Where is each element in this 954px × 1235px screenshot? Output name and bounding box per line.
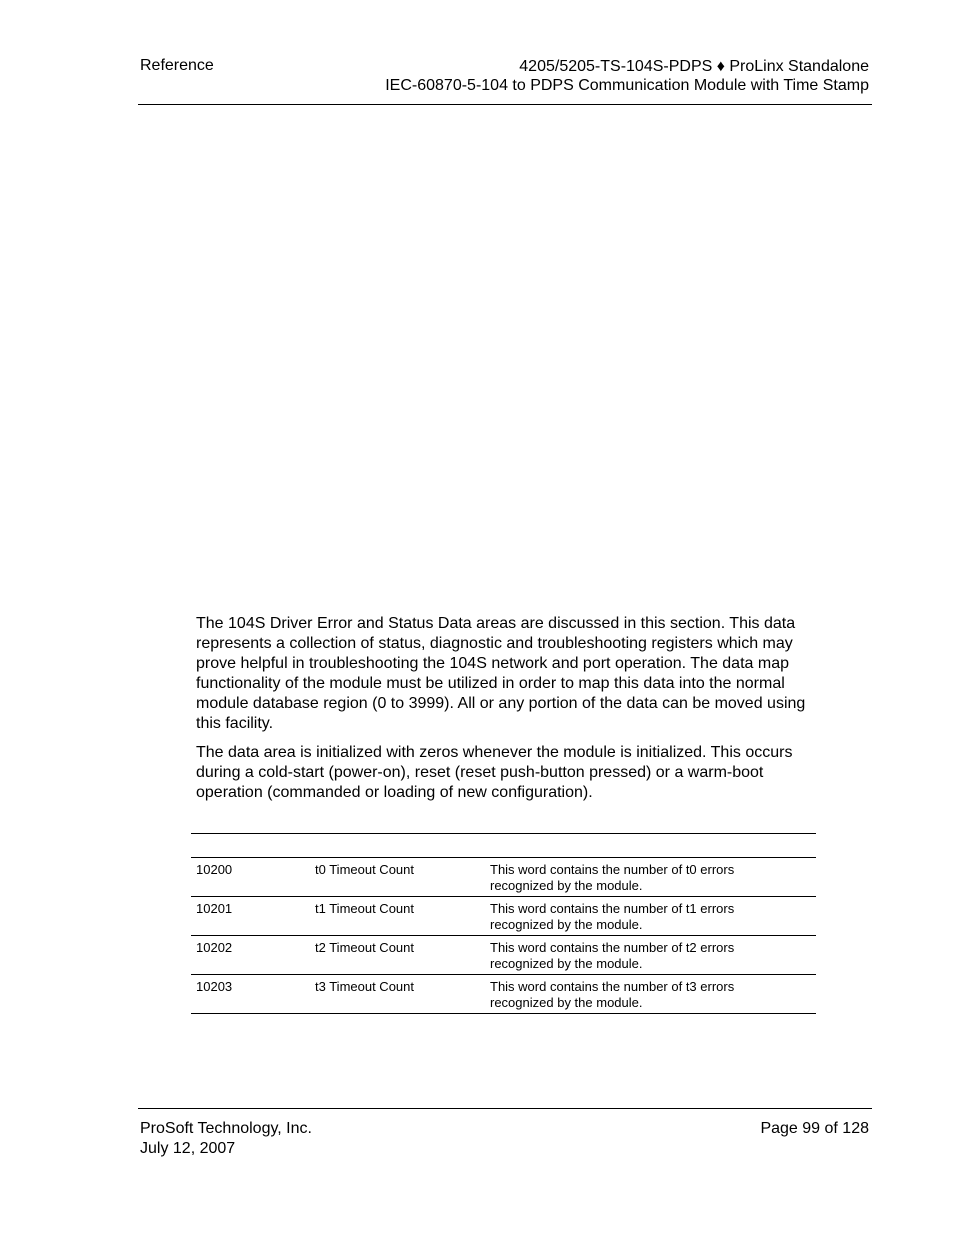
footer-page-number: Page 99 of 128 xyxy=(760,1120,869,1137)
status-data-table xyxy=(191,833,816,1014)
description-line: recognized by the module. xyxy=(490,995,643,1010)
table-cell-address: 10200 xyxy=(196,862,233,877)
table-cell-name: t3 Timeout Count xyxy=(315,979,414,994)
header-product-description: IEC-60870-5-104 to PDPS Communication Module with Time Stamp xyxy=(385,77,869,94)
table-cell-name: t0 Timeout Count xyxy=(315,862,414,877)
table-cell-address: 10202 xyxy=(196,940,233,955)
description-line: recognized by the module. xyxy=(490,878,643,893)
table-row xyxy=(191,858,816,897)
table-cell-address: 10201 xyxy=(196,901,233,916)
footer-company: ProSoft Technology, Inc. xyxy=(140,1120,312,1137)
header-product-info xyxy=(385,57,869,95)
body-content xyxy=(196,614,816,812)
header-product-line: 4205/5205-TS-104S-PDPS ♦ ProLinx Standalone xyxy=(519,58,869,75)
footer-left xyxy=(140,1119,312,1159)
table-row xyxy=(191,936,816,975)
description-line: This word contains the number of t3 errors xyxy=(490,979,735,994)
footer-date: July 12, 2007 xyxy=(140,1140,236,1157)
body-paragraph: The data area is initialized with zeros whenever the module is initialized. This occurs during a cold-start (power-on), reset (reset push-button pressed) or a warm-boot operation (commanded or loading of new configuration). xyxy=(196,744,793,801)
description-line: This word contains the number of t1 errors xyxy=(490,901,735,916)
header-section-label: Reference xyxy=(140,57,214,74)
header-divider xyxy=(138,104,872,105)
description-line: This word contains the number of t2 errors xyxy=(490,940,735,955)
table-cell-description xyxy=(490,901,790,933)
description-line: recognized by the module. xyxy=(490,917,643,932)
table-row xyxy=(191,975,816,1014)
table-cell-description xyxy=(490,979,790,1011)
table-cell-description xyxy=(490,862,790,894)
footer-divider xyxy=(138,1108,872,1109)
description-line: This word contains the number of t0 errors xyxy=(490,862,735,877)
table-cell-name: t1 Timeout Count xyxy=(315,901,414,916)
table-header-row xyxy=(191,834,816,858)
table-cell-description xyxy=(490,940,790,972)
table-cell-address: 10203 xyxy=(196,979,233,994)
body-paragraph: The 104S Driver Error and Status Data areas are discussed in this section. This data represents a collection of status, diagnostic and troubleshooting registers which may prove helpful in troubleshooting the 104S network and port operation. The data map functionality of the module must be utilized in order to map this data into the normal module database region (0 to 3999). All or any portion of the data can be moved using this facility. xyxy=(196,615,806,732)
description-line: recognized by the module. xyxy=(490,956,643,971)
table-row xyxy=(191,897,816,936)
table-cell-name: t2 Timeout Count xyxy=(315,940,414,955)
